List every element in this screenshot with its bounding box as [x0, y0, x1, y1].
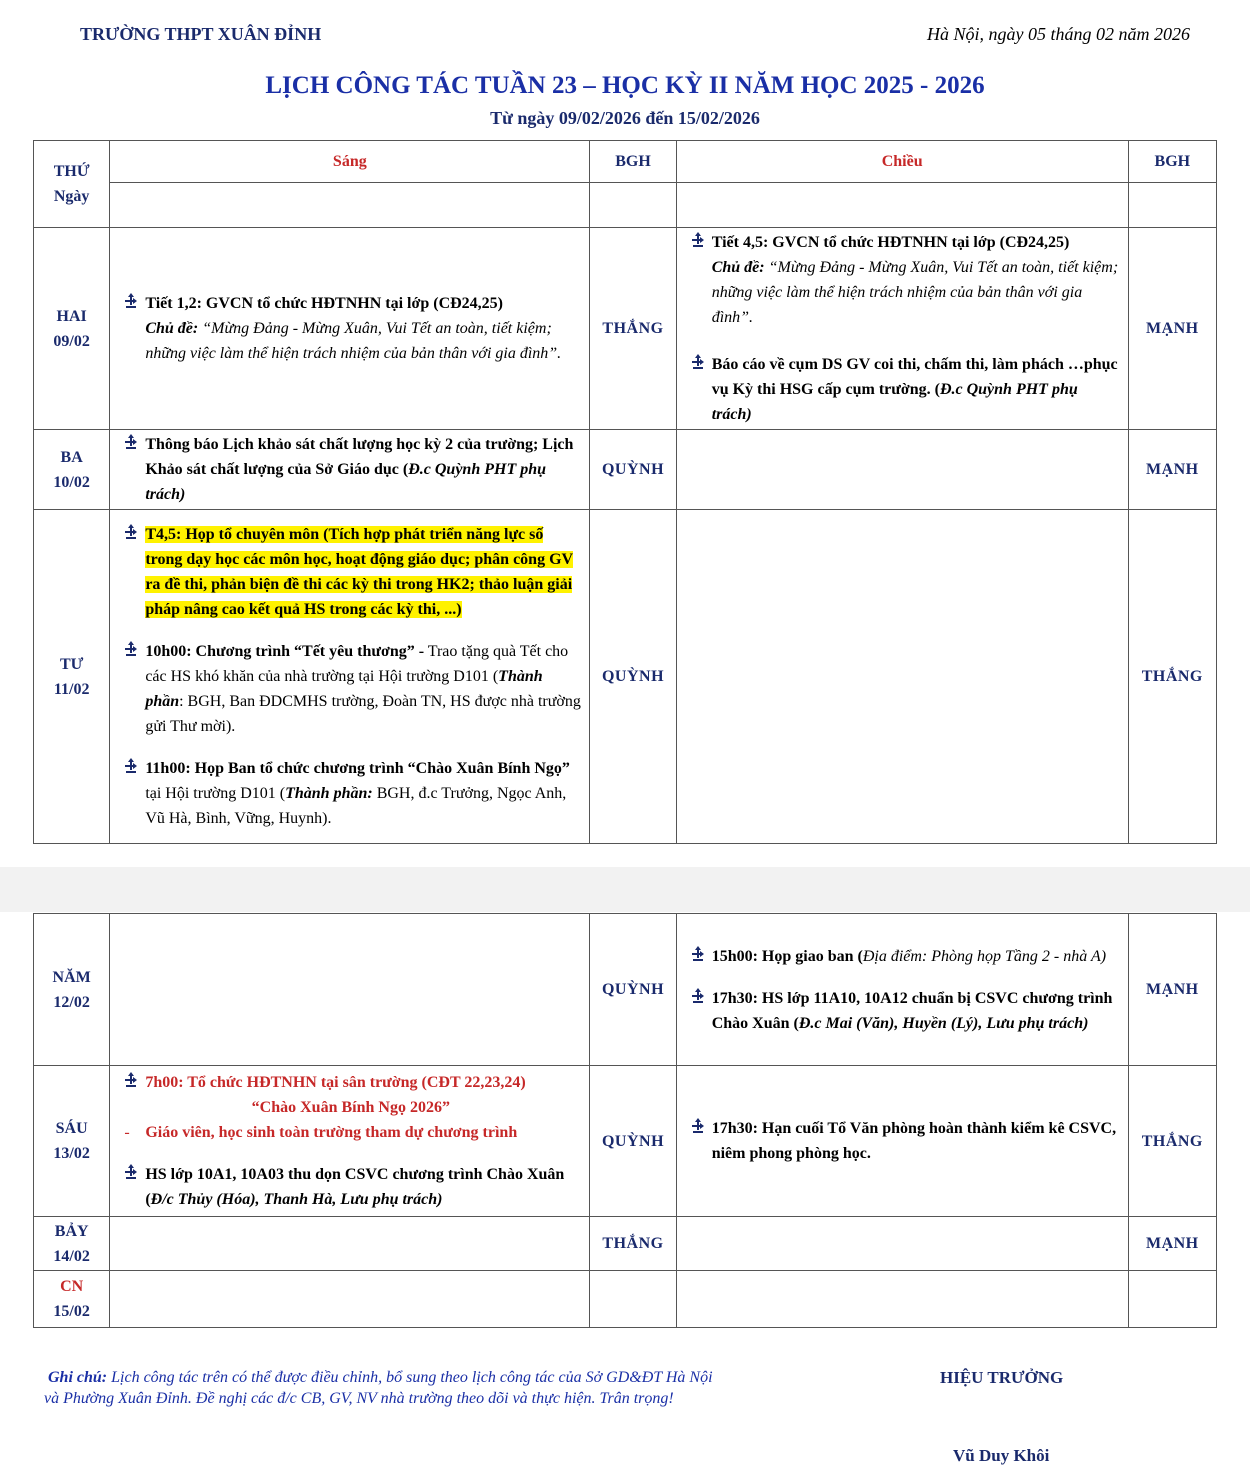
item-label: Chủ đề: [145, 320, 199, 337]
item-text: “Mừng Đảng - Mừng Xuân, Vui Tết an toàn, tiết kiệm; những việc làm thể hiện trách nhiệm của bản thân với gia đình”. [145, 320, 562, 362]
day-name: HAI [56, 307, 87, 325]
bgh-morning-cell: QUỲNH [590, 1066, 676, 1217]
arrow-bullet-icon [122, 640, 140, 658]
arrow-bullet-icon [122, 757, 140, 775]
list-item [120, 756, 581, 831]
day-date: 12/02 [53, 993, 90, 1011]
schedule-table-part-2 [33, 913, 1217, 1328]
arrow-bullet-icon [122, 292, 140, 310]
item-text: 11h00: Họp Ban tổ chức chương trình “Chào Xuân Bính Ngọ” [145, 760, 570, 777]
item-text: Địa điểm: Phòng họp Tầng 2 - nhà A) [862, 947, 1107, 965]
afternoon-cell [676, 1217, 1128, 1271]
day-name: CN [60, 1278, 84, 1295]
item-label: Chủ đề: [711, 259, 765, 276]
item-text: BGH, đ.c Trưởng, Ngọc Anh, Vũ Hà, Bình, Vững, Huynh). [145, 785, 567, 827]
morning-cell [110, 914, 590, 1066]
item-text: Thành phần [145, 668, 543, 710]
item-text: : BGH, Ban ĐDCMHS trường, Đoàn TN, HS được nhà trường gửi Thư mời). [145, 693, 581, 735]
list-item [120, 1120, 581, 1145]
day-date: 14/02 [53, 1247, 90, 1265]
item-text: “Mừng Đảng - Mừng Xuân, Vui Tết an toàn, tiết kiệm; những việc làm thể hiện trách nhiệm của bản thân với gia đình”. [711, 259, 1119, 326]
morning-cell [110, 1066, 590, 1217]
item-text: “Chào Xuân Bính Ngọ 2026” [251, 1099, 450, 1116]
list-item [687, 230, 1120, 330]
item-text: Thông báo Lịch khảo sát chất lượng học kỳ 2 của trường; Lịch Khảo sát chất lượng của Sở Giáo dục ( [145, 436, 574, 478]
header-bgh-morning: BGH [590, 141, 676, 183]
item-text: Trao tặng quà Tết cho các HS khó khăn của nhà trường tại Hội trường D101 ( [145, 643, 569, 685]
item-text: 17h30: HS lớp 11A10, 10A12 chuẩn bị CSVC chương trình Chào Xuân ( [711, 989, 1113, 1032]
footer-note [44, 1367, 713, 1409]
note-label: Ghi chú: [48, 1369, 108, 1386]
item-text: Giáo viên, học sinh toàn trường tham dự chương trình [145, 1124, 518, 1141]
bgh-morning-cell: QUỲNH [590, 430, 676, 510]
bgh-afternoon-cell: MẠNH [1128, 1217, 1216, 1271]
item-text: Tiết 1,2: GVCN tổ chức HĐTNHN tại lớp (CĐ24,25) [145, 295, 504, 312]
bgh-afternoon-cell: THẮNG [1128, 1066, 1216, 1217]
header-empty-cell [590, 182, 676, 227]
day-name: BA [60, 448, 83, 466]
header-day [34, 141, 110, 228]
bgh-morning-cell: THẮNG [590, 1217, 676, 1271]
day-cell [34, 1217, 110, 1271]
list-item [120, 639, 581, 739]
header-empty-cell [1128, 182, 1216, 227]
item-text: Đ.c Quỳnh PHT phụ trách) [145, 461, 547, 503]
item-text: Báo cáo về cụm DS GV coi thi, chấm thi, làm phách …phục vụ Kỳ thi HSG cấp cụm trường. ( [711, 356, 1118, 398]
day-cell [34, 914, 110, 1066]
header-day-label: THỨ [53, 163, 90, 180]
page-title: LỊCH CÔNG TÁC TUẦN 23 – HỌC KỲ II NĂM HỌC 2025 - 2026 [265, 72, 985, 99]
item-text: Đ/c Thủy (Hóa), Thanh Hà, Lưu phụ trách) [150, 1191, 443, 1208]
bgh-morning-cell [590, 1271, 676, 1328]
item-text: 7h00: Tổ chức HĐTNHN tại sân trường (CĐT 22,23,24) [145, 1074, 526, 1091]
table-row [34, 1271, 1217, 1328]
header-morning: Sáng [110, 141, 590, 183]
list-item [687, 944, 1120, 969]
morning-cell [110, 1271, 590, 1328]
table-row [34, 914, 1217, 1066]
dash-bullet: - [124, 1124, 130, 1141]
list-item [120, 1070, 581, 1120]
school-name: TRƯỜNG THPT XUÂN ĐỈNH [80, 24, 322, 44]
morning-cell [110, 510, 590, 844]
table-row [34, 1217, 1217, 1271]
table-row [34, 430, 1217, 510]
arrow-bullet-icon [122, 1071, 140, 1089]
arrow-bullet-icon [689, 945, 707, 963]
day-name: NĂM [52, 968, 91, 986]
arrow-bullet-icon [689, 1117, 707, 1135]
note-text: và Phường Xuân Đỉnh. Đề nghị các đ/c CB, GV, NV nhà trường theo dõi và thực hiện. Trân trọng! [44, 1390, 674, 1407]
arrow-bullet-icon [122, 523, 140, 541]
arrow-bullet-icon [689, 231, 707, 249]
item-text: T4,5: Họp tổ chuyên môn (Tích hợp phát triển năng lực số trong dạy học các môn học, hoạt động giáo dục; phân công GV ra đề thi, phản biện đề thi các kỳ thi trong HK2; thảo luận giải pháp nâng cao kết quả HS trong các kỳ thi, ...) [145, 526, 574, 618]
page-break [0, 867, 1250, 912]
header-afternoon: Chiều [676, 141, 1128, 183]
arrow-bullet-icon [689, 353, 707, 371]
signature-title: HIỆU TRƯỞNG [940, 1368, 1064, 1387]
day-cell [34, 1066, 110, 1217]
note-text: Lịch công tác trên có thể được điều chỉnh, bổ sung theo lịch công tác của Sở GD&ĐT Hà Nội [107, 1369, 713, 1386]
signature-name: Vũ Duy Khôi [953, 1446, 1050, 1465]
table-row [34, 228, 1217, 430]
day-date: 11/02 [53, 680, 90, 698]
header-date-label: Ngày [53, 188, 90, 205]
list-item [120, 1162, 581, 1212]
afternoon-cell [676, 1066, 1128, 1217]
list-item [687, 986, 1120, 1036]
day-date: 15/02 [53, 1303, 90, 1320]
list-item [120, 522, 581, 622]
schedule-table-part-1 [33, 140, 1217, 844]
bgh-afternoon-cell [1128, 1271, 1216, 1328]
afternoon-cell [676, 914, 1128, 1066]
list-item [120, 291, 581, 366]
afternoon-cell [676, 228, 1128, 430]
day-name: SÁU [55, 1120, 88, 1137]
afternoon-cell [676, 430, 1128, 510]
header-empty-cell [676, 182, 1128, 227]
day-name: BẢY [54, 1222, 89, 1240]
table-row [34, 510, 1217, 844]
arrow-bullet-icon [122, 433, 140, 451]
morning-cell [110, 1217, 590, 1271]
item-text: 17h30: Hạn cuối Tổ Văn phòng hoàn thành kiểm kê CSVC, niêm phong phòng học. [711, 1120, 1117, 1162]
bgh-morning-cell: QUỲNH [590, 510, 676, 844]
day-date: 13/02 [53, 1145, 90, 1162]
day-cell [34, 1271, 110, 1328]
bgh-afternoon-cell: MẠNH [1128, 228, 1216, 430]
day-cell [34, 430, 110, 510]
bgh-afternoon-cell: MẠNH [1128, 914, 1216, 1066]
arrow-bullet-icon [122, 1163, 140, 1181]
day-cell [34, 228, 110, 430]
item-text: 15h00: Họp giao ban ( [711, 947, 863, 965]
morning-cell [110, 430, 590, 510]
table-row [34, 1066, 1217, 1217]
bgh-afternoon-cell: THẮNG [1128, 510, 1216, 844]
list-item [120, 432, 581, 507]
item-text: Đ.c Mai (Văn), Huyền (Lý), Lưu phụ trách) [798, 1014, 1089, 1032]
day-name: TƯ [59, 655, 84, 673]
afternoon-cell [676, 510, 1128, 844]
arrow-bullet-icon [689, 987, 707, 1005]
morning-cell [110, 228, 590, 430]
item-text: HS lớp 10A1, 10A03 thu dọn CSVC chương trình Chào Xuân ( [145, 1166, 565, 1208]
day-date: 09/02 [53, 332, 90, 350]
bgh-morning-cell: QUỲNH [590, 914, 676, 1066]
header-bgh-afternoon: BGH [1128, 141, 1216, 183]
list-item [687, 352, 1120, 427]
item-text: Tiết 4,5: GVCN tổ chức HĐTNHN tại lớp (CĐ24,25) [711, 234, 1070, 251]
bgh-morning-cell: THẮNG [590, 228, 676, 430]
date-line: Hà Nội, ngày 05 tháng 02 năm 2026 [927, 24, 1190, 44]
header-empty-cell [110, 182, 590, 227]
day-date: 10/02 [53, 473, 90, 491]
list-item [687, 1116, 1120, 1166]
day-cell [34, 510, 110, 844]
page-subtitle: Từ ngày 09/02/2026 đến 15/02/2026 [490, 108, 760, 128]
item-text: 10h00: Chương trình “Tết yêu thương” - [145, 643, 425, 660]
item-text: tại Hội trường D101 ( [145, 785, 286, 802]
afternoon-cell [676, 1271, 1128, 1328]
bgh-afternoon-cell: MẠNH [1128, 430, 1216, 510]
item-text: Đ.c Quỳnh PHT phụ trách) [711, 381, 1078, 423]
item-text: Thành phần: [285, 785, 373, 802]
